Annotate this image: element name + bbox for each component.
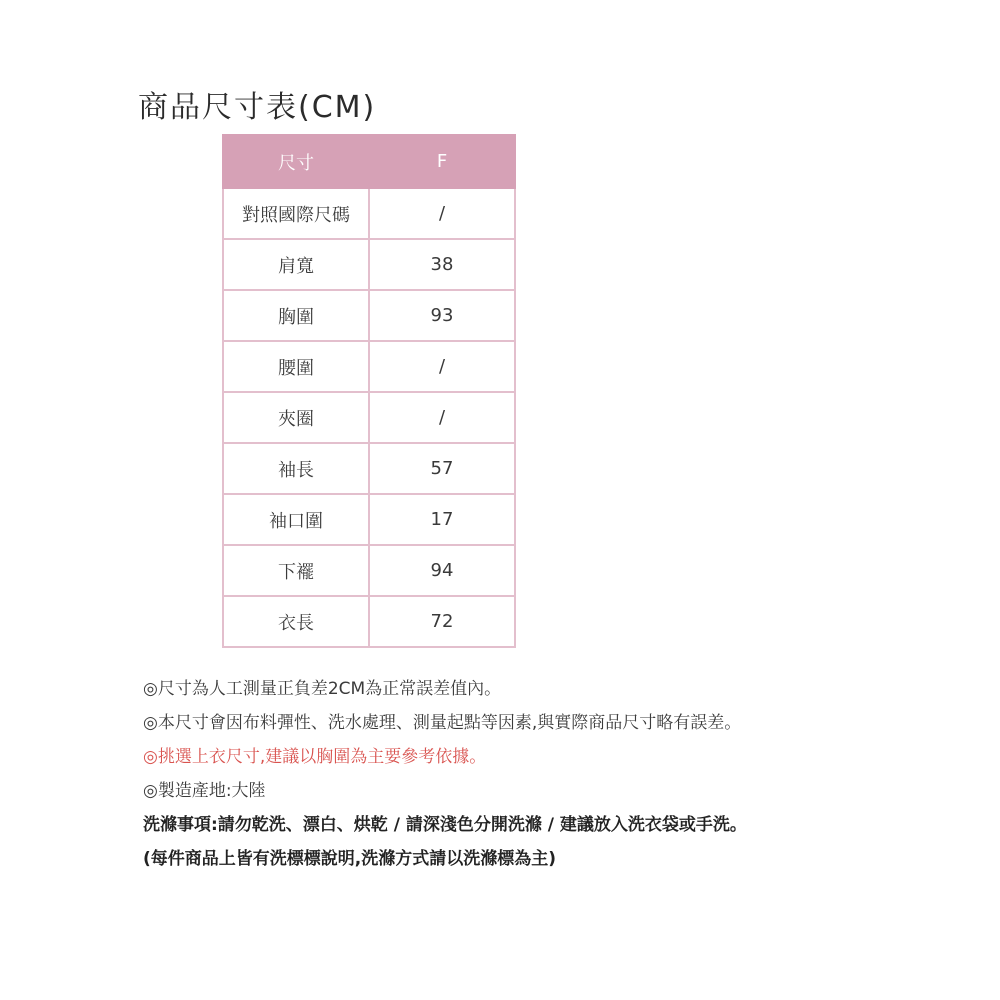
- note-origin: ◎製造產地:大陸: [143, 781, 266, 801]
- note-choose-by-chest: ◎挑選上衣尺寸,建議以胸圍為主要參考依據。: [143, 747, 487, 767]
- row-label: 袖口圍: [223, 494, 369, 545]
- header-size-label: 尺寸: [223, 135, 369, 188]
- row-label: 袖長: [223, 443, 369, 494]
- row-value: 57: [369, 443, 515, 494]
- notes-section: [143, 672, 988, 876]
- table-row: [223, 596, 515, 647]
- table-row: [223, 341, 515, 392]
- size-table: [222, 134, 516, 648]
- row-value: 94: [369, 545, 515, 596]
- table-row: [223, 188, 515, 239]
- note-wash-label: (每件商品上皆有洗標標說明,洗滌方式請以洗滌標為主): [143, 849, 556, 869]
- row-label: 衣長: [223, 596, 369, 647]
- row-label: 胸圍: [223, 290, 369, 341]
- table-row: [223, 392, 515, 443]
- row-value: /: [369, 188, 515, 239]
- table-row: [223, 290, 515, 341]
- row-value: 17: [369, 494, 515, 545]
- page-title: 商品尺寸表(CM): [138, 90, 377, 125]
- table-header-row: [223, 135, 515, 188]
- row-label: 下襬: [223, 545, 369, 596]
- table-row: [223, 443, 515, 494]
- row-value: 38: [369, 239, 515, 290]
- table-row: [223, 239, 515, 290]
- table-row: [223, 545, 515, 596]
- row-value: /: [369, 341, 515, 392]
- note-fabric-factors: ◎本尺寸會因布料彈性、洗水處理、測量起點等因素,與實際商品尺寸略有誤差。: [143, 713, 742, 733]
- table-row: [223, 494, 515, 545]
- row-label: 腰圍: [223, 341, 369, 392]
- row-label: 肩寬: [223, 239, 369, 290]
- header-size-value: F: [369, 135, 515, 188]
- row-value: 72: [369, 596, 515, 647]
- row-value: /: [369, 392, 515, 443]
- row-label: 夾圈: [223, 392, 369, 443]
- note-measurement-error: ◎尺寸為人工測量正負差2CM為正常誤差值內。: [143, 679, 502, 699]
- row-label: 對照國際尺碼: [223, 188, 369, 239]
- row-value: 93: [369, 290, 515, 341]
- note-wash-instructions: 洗滌事項:請勿乾洗、漂白、烘乾 / 請深淺色分開洗滌 / 建議放入洗衣袋或手洗。: [143, 815, 747, 835]
